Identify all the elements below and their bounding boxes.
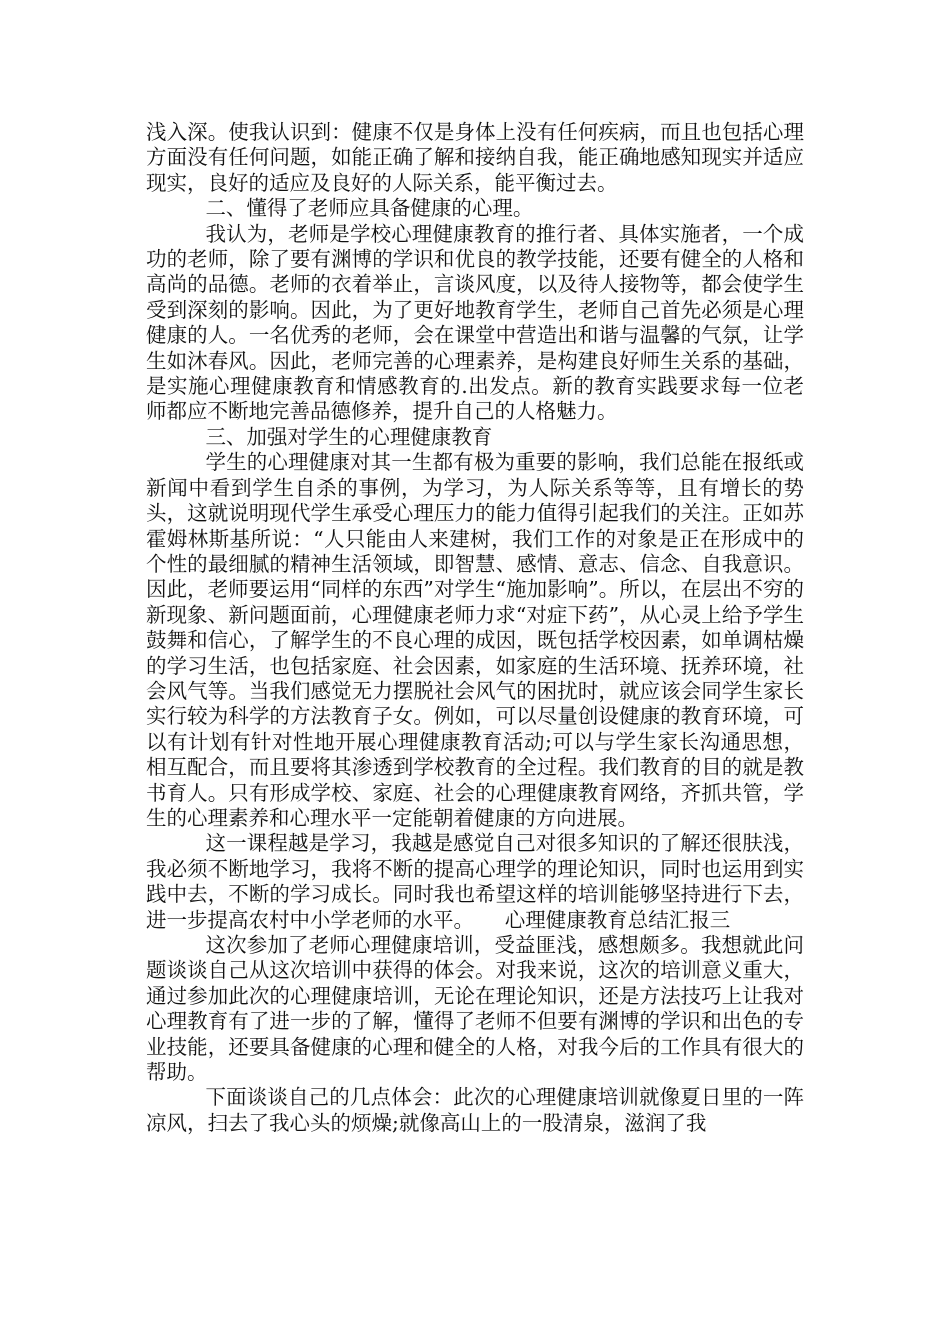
- section-heading-2: 二、懂得了老师应具备健康的心理。: [205, 196, 534, 221]
- paragraph-5: 学生的心理健康对其一生都有极为重要的影响，我们总能在报纸或新闻中看到学生自杀的事例，为学习，为人际关系等等，且有增长的势头，这就说明现代学生承受心理压力的能力值得引起我们的关注。正如苏霍姆林斯基所说：“人只能由人来建树，我们工作的对象是正在形成中的个性的最细腻的精神生活领域，即智慧、感情、意志、信念、自我意识。因此，老师要运用“同样的东西”对学生“施加影响”。所以，在层出不穷的新现象、新问题面前，心理健康老师力求“对症下药”，从心灵上给予学生鼓舞和信心，了解学生的不良心理的成因，既包括学校因素，如单调枯燥的学习生活，也包括家庭、社会因素，如家庭的生活环境、抚养环境，社会风气等。当我们感觉无力摆脱社会风气的困扰时，就应该会同学生家长实行较为科学的方法教育子女。例如，可以尽量创设健康的教育环境，可以有计划有针对性地开展心理健康教育活动;可以与学生家长沟通思想，相互配合，而且要将其渗透到学校教育的全过程。我们教育的目的就是教书育人。只有形成学校、家庭、社会的心理健康教育网络，齐抓共管，学生的心理素养和心理水平一定能朝着健康的方向进展。: [146, 450, 804, 830]
- section-heading-3: 三、加强对学生的心理健康教育: [205, 424, 493, 449]
- paragraph-6: 这一课程越是学习，我越是感觉自己对很多知识的了解还很肤浅，我必须不断地学习，我将不断的提高心理学的理论知识，同时也运用到实践中去，不断的学习成长。同时我也希望这样的培训能够坚持进行下去，进一步提高农村中小学老师的水平。 心理健康教育总结汇报三: [146, 831, 804, 932]
- paragraph-8: 下面谈谈自己的几点体会：此次的心理健康培训就像夏日里的一阵凉风，扫去了我心头的烦燥;就像高山上的一股清泉，滋润了我: [146, 1085, 804, 1135]
- paragraph-3: 我认为，老师是学校心理健康教育的推行者、具体实施者，一个成功的老师，除了要有渊博的学识和优良的教学技能，还要有健全的人格和高尚的品德。老师的衣着举止，言谈风度，以及待人接物等，都会使学生受到深刻的影响。因此，为了更好地教育学生，老师自己首先必须是心理健康的人。一名优秀的老师，会在课堂中营造出和谐与温馨的气氛，让学生如沐春风。因此，老师完善的心理素养，是构建良好师生关系的基础，是实施心理健康教育和情感教育的.出发点。新的教育实践要求每一位老师都应不断地完善品德修养，提升自己的人格魅力。: [146, 221, 804, 424]
- document-page: [146, 120, 804, 1136]
- paragraph-7: 这次参加了老师心理健康培训，受益匪浅，感想颇多。我想就此问题谈谈自己从这次培训中获得的体会。对我来说，这次的培训意义重大，通过参加此次的心理健康培训，无论在理论知识，还是方法技巧上让我对心理教育有了进一步的了解，懂得了老师不但要有渊博的学识和出色的专业技能，还要具备健康的心理和健全的人格，对我今后的工作具有很大的帮助。: [146, 933, 804, 1085]
- paragraph-1: 浅入深。使我认识到：健康不仅是身体上没有任何疾病，而且也包括心理方面没有任何问题，如能正确了解和接纳自我，能正确地感知现实并适应现实，良好的适应及良好的人际关系，能平衡过去。: [146, 120, 804, 195]
